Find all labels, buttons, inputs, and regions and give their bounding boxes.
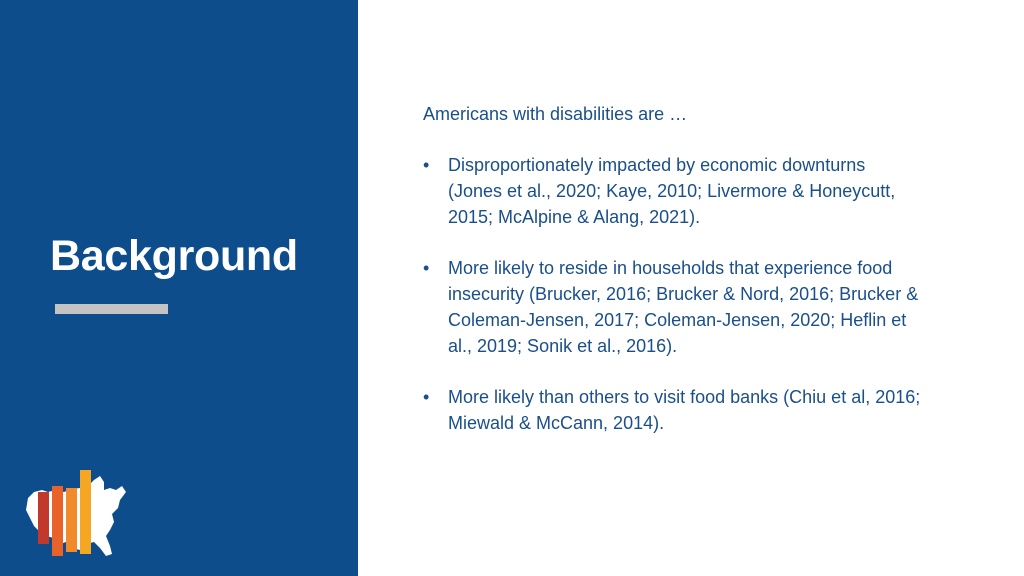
slide-title: Background [50,232,298,280]
logo-bar-1 [38,492,49,544]
bullet-marker: • [423,258,430,278]
bullet-item [423,152,923,230]
bullet-text: More likely than others to visit food banks (Chiu et al, 2016; Miewald & McCann, 2014). [448,387,921,433]
intro-text: Americans with disabilities are … [423,104,688,124]
logo-bar-3 [66,488,77,552]
logo-bar-2 [52,486,63,556]
bullet-list [423,152,943,436]
bullet-text: Disproportionately impacted by economic downturns (Jones et al., 2020; Kaye, 2010; Livermore & Honeycutt, 2015; McAlpine & Alang, 2021). [448,155,896,227]
logo-bar-4 [80,470,91,554]
title-underline [55,304,168,314]
content-area [423,101,943,461]
bullet-item [423,255,923,359]
bullet-marker: • [423,387,430,407]
left-panel [0,0,358,576]
us-map-bar-chart-logo [20,462,130,562]
bullet-marker: • [423,155,430,175]
bullet-text: More likely to reside in households that experience food insecurity (Brucker, 2016; Brucker & Nord, 2016; Brucker & Coleman-Jensen, 2017; Coleman-Jensen, 2020; Heflin et al., 2019; Sonik et al., 2016). [448,258,919,356]
bullet-item [423,384,923,436]
